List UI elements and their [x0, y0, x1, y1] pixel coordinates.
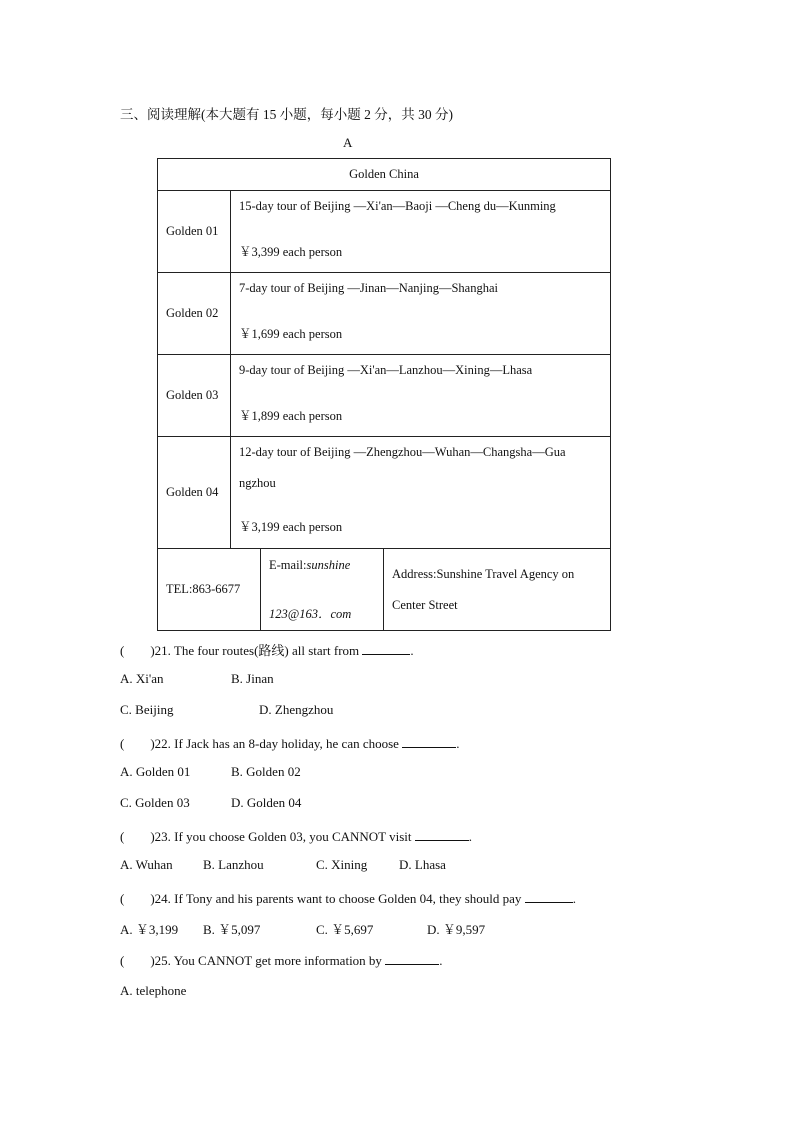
tour-details — [231, 355, 611, 437]
tour-route: 7-day tour of Beijing —Jinan—Nanjing—Shanghai — [239, 281, 498, 295]
passage-label: A — [343, 135, 353, 150]
tour-route: 12-day tour of Beijing —Zhengzhou—Wuhan—Changsha—Gua — [239, 445, 566, 459]
table-row — [158, 437, 611, 549]
answer-blank — [415, 829, 469, 841]
contact-tel: TEL:863-6677 — [158, 549, 261, 631]
answer-blank — [385, 953, 439, 965]
tour-name: Golden 03 — [158, 355, 231, 437]
tour-name: Golden 04 — [158, 437, 231, 549]
option-c[interactable]: C. Xining — [316, 857, 368, 872]
email-user: sunshine — [306, 558, 351, 572]
option-a[interactable]: A. telephone — [120, 983, 187, 998]
email-label: E-mail: — [269, 558, 307, 572]
answer-paren[interactable]: ( ) — [120, 643, 155, 658]
answer-blank — [525, 891, 573, 903]
question-24: ( )24. If Tony and his parents want to choose Golden 04, they should pay . — [120, 891, 576, 906]
tour-table — [157, 158, 611, 549]
table-row — [158, 191, 611, 273]
option-a[interactable]: A. Golden 01 — [120, 764, 191, 779]
contact-email — [261, 549, 384, 631]
tour-details — [231, 437, 611, 549]
contact-table — [157, 548, 611, 631]
answer-paren[interactable]: ( ) — [120, 953, 155, 968]
answer-paren[interactable]: ( ) — [120, 829, 155, 844]
answer-blank — [362, 643, 410, 655]
option-a[interactable]: A. Xi'an — [120, 671, 164, 686]
contact-address — [384, 549, 611, 631]
option-a[interactable]: A. Wuhan — [120, 857, 173, 872]
question-text: 23. If you choose Golden 03, you CANNOT visit — [154, 829, 412, 844]
tour-price: ￥1,899 each person — [239, 409, 343, 423]
table-header-row — [158, 159, 611, 191]
email-domain: 123@163．com — [269, 607, 352, 621]
tour-price: ￥1,699 each person — [239, 327, 343, 341]
answer-blank — [402, 736, 456, 748]
answer-paren[interactable]: ( ) — [120, 891, 155, 906]
table-row — [158, 273, 611, 355]
option-b[interactable]: B. Lanzhou — [203, 857, 264, 872]
option-c[interactable]: C. Beijing — [120, 702, 174, 717]
tour-details — [231, 273, 611, 355]
table-row — [158, 355, 611, 437]
option-d[interactable]: D. Lhasa — [399, 857, 446, 872]
option-a[interactable]: A. ￥3,199 — [120, 922, 179, 937]
option-d[interactable]: D. ￥9,597 — [427, 922, 486, 937]
question-22: ( )22. If Jack has an 8-day holiday, he can choose . — [120, 736, 460, 751]
question-25: ( )25. You CANNOT get more information by . — [120, 953, 443, 968]
section-title: 三、阅读理解(本大题有 15 小题，每小题 2 分，共 30 分) — [120, 107, 453, 122]
option-b[interactable]: B. ￥5,097 — [203, 922, 261, 937]
contact-row — [158, 549, 611, 631]
answer-paren[interactable]: ( ) — [120, 736, 155, 751]
option-c[interactable]: C. ￥5,697 — [316, 922, 374, 937]
address-line: Address:Sunshine Travel Agency on — [392, 566, 575, 581]
question-text: 25. You CANNOT get more information by — [154, 953, 382, 968]
tour-name: Golden 02 — [158, 273, 231, 355]
option-d[interactable]: D. Zhengzhou — [259, 702, 334, 717]
option-d[interactable]: D. Golden 04 — [231, 795, 302, 810]
tour-price: ￥3,399 each person — [239, 245, 343, 259]
tour-name: Golden 01 — [158, 191, 231, 273]
option-b[interactable]: B. Golden 02 — [231, 764, 301, 779]
tour-route-continued: ngzhou — [239, 476, 276, 490]
option-c[interactable]: C. Golden 03 — [120, 795, 190, 810]
option-b[interactable]: B. Jinan — [231, 671, 274, 686]
question-text: 24. If Tony and his parents want to choose Golden 04, they should pay — [154, 891, 522, 906]
tour-route: 15-day tour of Beijing —Xi'an—Baoji —Cheng du—Kunming — [239, 199, 556, 213]
question-text: 21. The four routes(路线) all start from — [154, 643, 360, 658]
address-line: Center Street — [392, 597, 458, 612]
question-23: ( )23. If you choose Golden 03, you CANNOT visit . — [120, 829, 473, 844]
question-text: 22. If Jack has an 8-day holiday, he can choose — [154, 736, 399, 751]
question-21: ( )21. The four routes(路线) all start from . — [120, 643, 414, 658]
tour-route: 9-day tour of Beijing —Xi'an—Lanzhou—Xining—Lhasa — [239, 363, 533, 377]
tour-price: ￥3,199 each person — [239, 520, 343, 534]
tour-details — [231, 191, 611, 273]
table-header: Golden China — [158, 159, 611, 191]
